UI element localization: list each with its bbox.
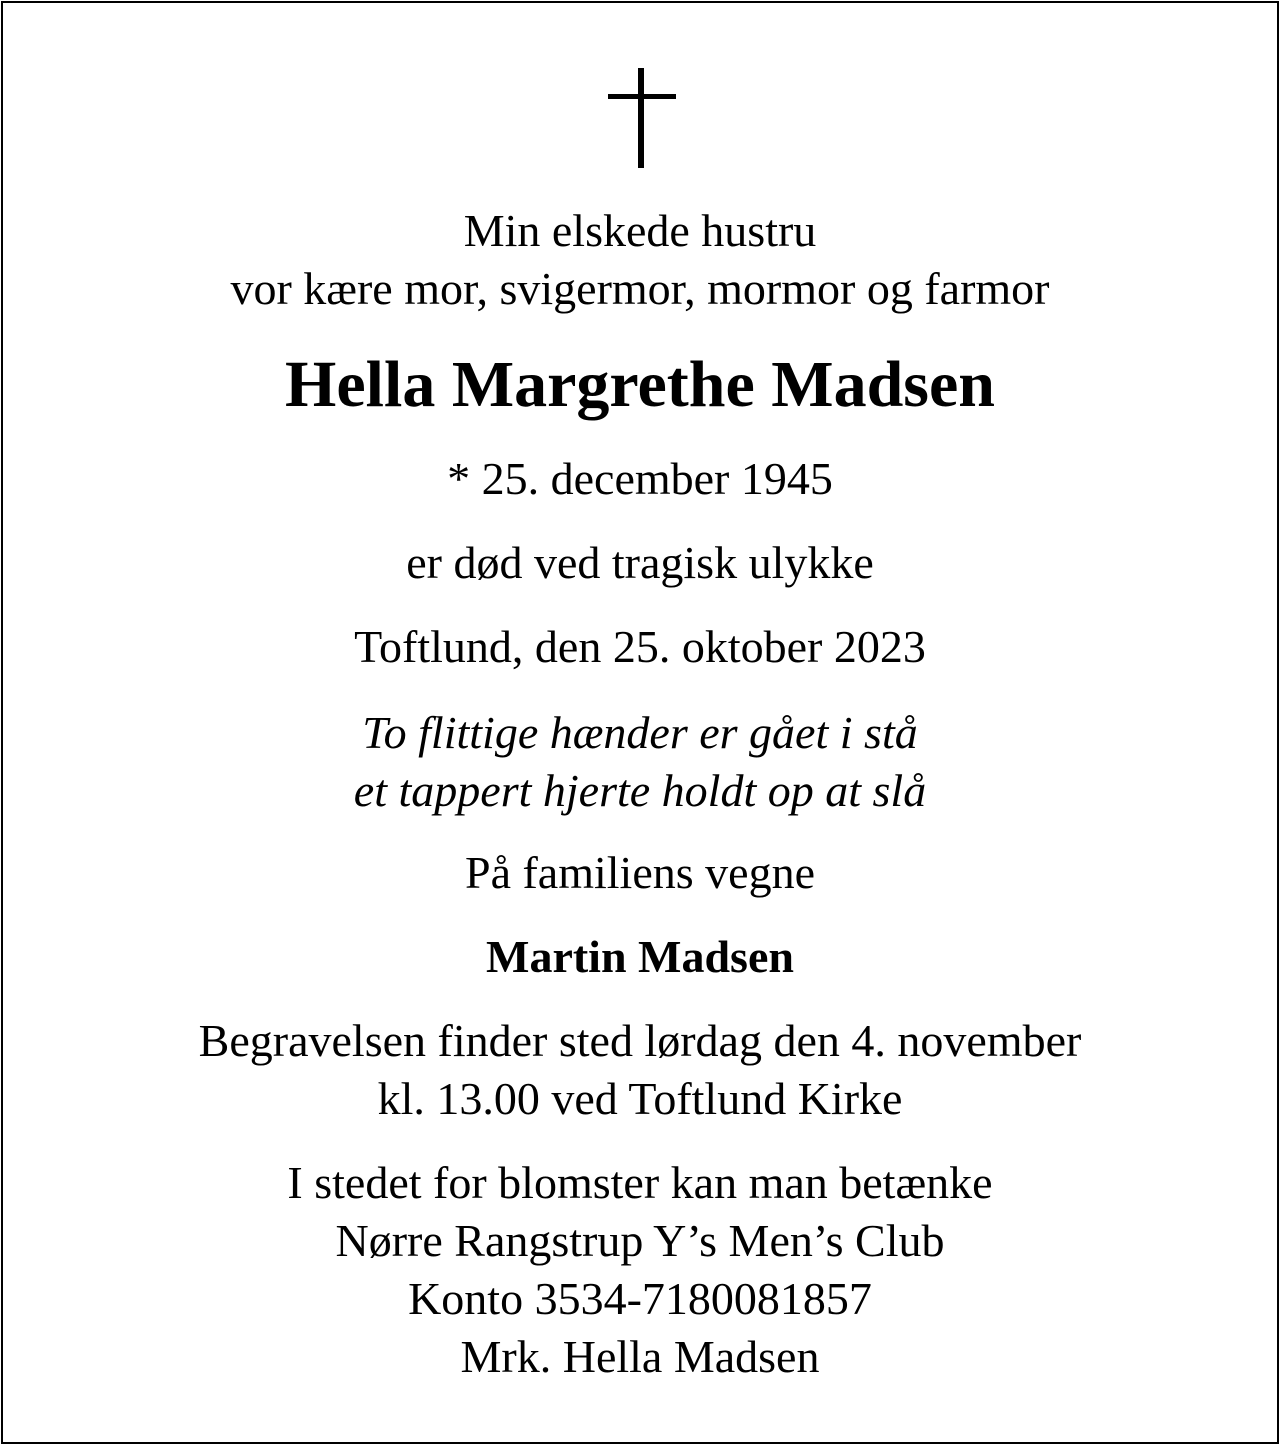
- funeral-line-1: Begravelsen finder sted lørdag den 4. november: [198, 1015, 1082, 1066]
- signatory-name: Martin Madsen: [486, 931, 794, 982]
- donation-reference: Mrk. Hella Madsen: [460, 1331, 820, 1382]
- death-cause: er død ved tragisk ulykke: [406, 537, 874, 588]
- funeral-line-2: kl. 13.00 ved Toftlund Kirke: [377, 1073, 903, 1124]
- intro-line-1: Min elskede hustru: [463, 205, 817, 256]
- place-and-date: Toftlund, den 25. oktober 2023: [354, 621, 926, 672]
- verse-line-1: To flittige hænder er gået i stå: [362, 707, 918, 758]
- donation-line-2: Nørre Rangstrup Y’s Men’s Club: [335, 1215, 945, 1266]
- birth-date: * 25. december 1945: [447, 453, 833, 504]
- verse-line-2: et tappert hjerte holdt op at slå: [353, 765, 927, 816]
- intro-line-2: vor kære mor, svigermor, mormor og farmor: [230, 263, 1050, 314]
- latin-cross-icon: [608, 68, 676, 168]
- donation-account: Konto 3534-7180081857: [408, 1273, 872, 1324]
- on-behalf-text: På familiens vegne: [464, 847, 815, 898]
- donation-line-1: I stedet for blomster kan man betænke: [287, 1157, 993, 1208]
- deceased-name: Hella Margrethe Madsen: [285, 348, 995, 421]
